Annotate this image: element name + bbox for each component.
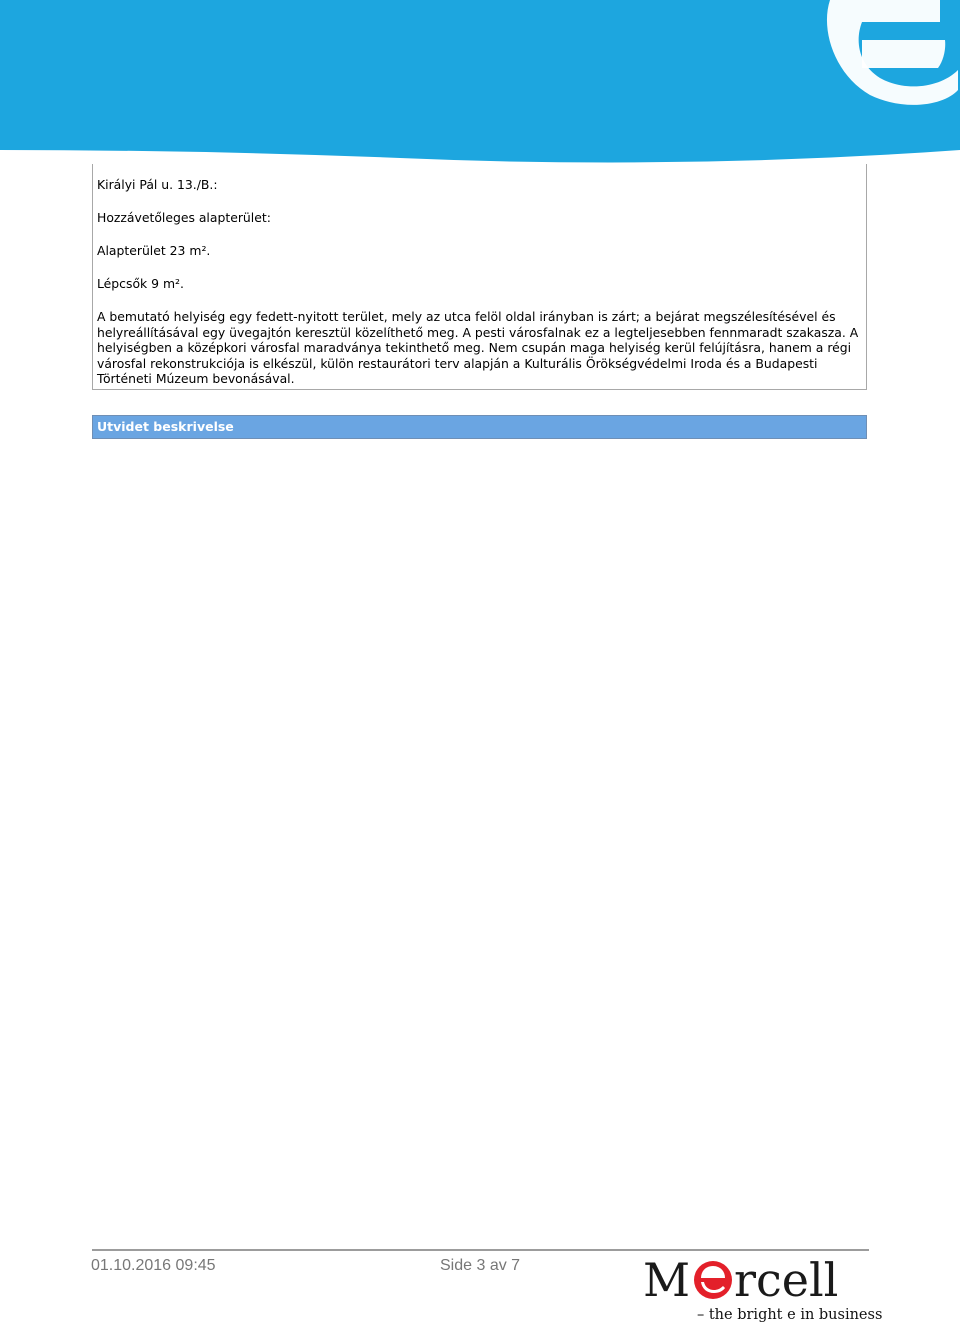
description-part-2: A pesti városfalnak ez a legteljesebben fennmaradt szakasza. A helyiségben a középkori városfal maradványa tekinthető meg.: [97, 324, 859, 356]
logo-letters-rcell: rcell: [734, 1254, 839, 1300]
logo-tagline: – the bright e in business: [697, 1307, 883, 1323]
area-heading: Hozzávetőleges alapterület:: [97, 210, 271, 225]
footer-page-number: Side 3 av 7: [440, 1257, 521, 1274]
logo-e-icon: [694, 1261, 732, 1299]
marcell-logo: [643, 1254, 869, 1300]
floor-area-text: Alapterület 23 m².: [97, 243, 211, 258]
stairs-area-text: Lépcsők 9 m².: [97, 276, 184, 291]
description-paragraph: [97, 309, 862, 387]
logo-letter-m: M: [643, 1254, 691, 1300]
header-banner: [0, 0, 960, 165]
description-part-3: Nem csupán maga helyiség kerül felújításra, hanem a régi városfal rekonstrukciója is elkészül, külön restaurátori terv alapján a Kulturális Örökségvédelmi Iroda és a Budapesti Történeti Múzeum bevonásával.: [97, 340, 852, 387]
section-header-extended-description: Utvidet beskrivelse: [92, 415, 867, 439]
address-text: Királyi Pál u. 13./B.:: [97, 177, 218, 192]
footer-date: 01.10.2016 09:45: [91, 1257, 216, 1274]
property-description-box: [92, 164, 867, 390]
footer-divider: [92, 1249, 869, 1251]
description-part-1: A bemutató helyiség egy fedett-nyitott terület, mely az utca felöl oldal irányban is zárt; a bejárat megszélesítésével és helyreállításával egy üvegajtón keresztül közelíthető meg.: [97, 309, 836, 340]
